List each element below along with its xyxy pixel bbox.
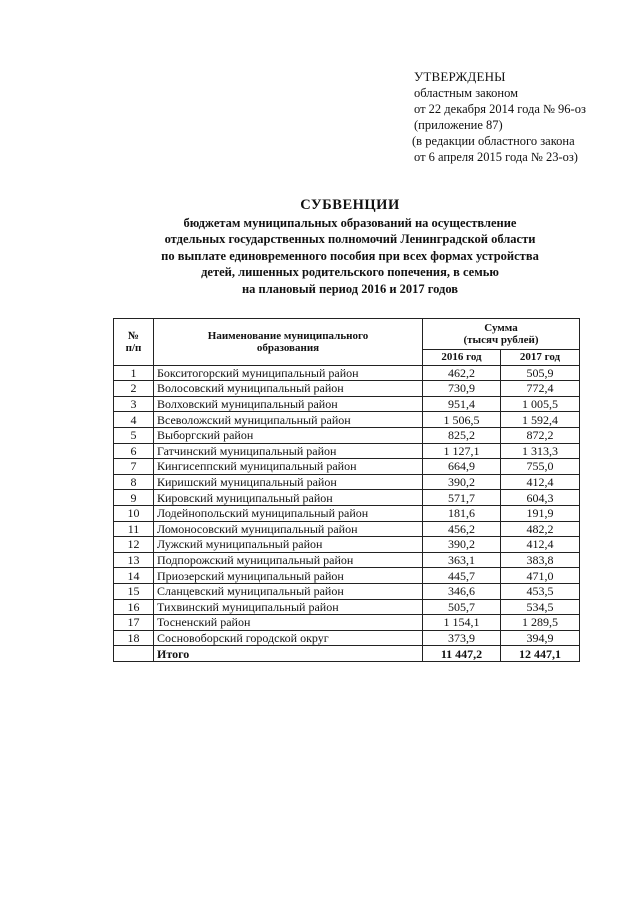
row-number: 11 xyxy=(114,521,154,537)
approval-line: (приложение 87) xyxy=(414,118,503,132)
table-row xyxy=(114,474,580,490)
header-name-label: Наименование муниципального образования xyxy=(207,329,369,354)
row-name: Сосновоборский городской округ xyxy=(154,630,423,646)
row-value-2016: 505,7 xyxy=(423,599,501,615)
table-row xyxy=(114,630,580,646)
subventions-table xyxy=(113,318,580,662)
row-name: Приозерский муниципальный район xyxy=(154,568,423,584)
row-number: 13 xyxy=(114,552,154,568)
table-body xyxy=(114,365,580,661)
row-number: 8 xyxy=(114,474,154,490)
row-value-2016: 181,6 xyxy=(423,505,501,521)
row-number: 14 xyxy=(114,568,154,584)
table-row xyxy=(114,412,580,428)
table-row xyxy=(114,490,580,506)
row-name: Волховский муниципальный район xyxy=(154,396,423,412)
row-number: 1 xyxy=(114,365,154,381)
row-value-2017: 772,4 xyxy=(500,381,579,397)
row-number: 9 xyxy=(114,490,154,506)
row-number: 3 xyxy=(114,396,154,412)
row-value-2016: 390,2 xyxy=(423,474,501,490)
total-2016: 11 447,2 xyxy=(423,646,501,662)
header-year-2016: 2016 год xyxy=(423,350,501,366)
header-sum-label: Сумма (тысяч рублей) xyxy=(463,322,539,346)
row-value-2016: 1 506,5 xyxy=(423,412,501,428)
table-row xyxy=(114,381,580,397)
row-value-2016: 445,7 xyxy=(423,568,501,584)
title-main: СУБВЕНЦИИ xyxy=(300,197,400,213)
table-row xyxy=(114,568,580,584)
table-row xyxy=(114,443,580,459)
row-name: Тихвинский муниципальный район xyxy=(154,599,423,615)
table-row xyxy=(114,459,580,475)
row-value-2017: 191,9 xyxy=(500,505,579,521)
approval-block xyxy=(414,69,634,165)
approval-line: (в редакции областного закона xyxy=(412,134,575,148)
row-value-2017: 755,0 xyxy=(500,459,579,475)
row-value-2016: 462,2 xyxy=(423,365,501,381)
row-name: Выборгский район xyxy=(154,427,423,443)
row-name: Бокситогорский муниципальный район xyxy=(154,365,423,381)
title-line: отдельных государственных полномочий Ленинградской области xyxy=(164,232,536,246)
row-value-2016: 363,1 xyxy=(423,552,501,568)
row-value-2017: 471,0 xyxy=(500,568,579,584)
total-label: Итого xyxy=(154,646,423,662)
row-name: Гатчинский муниципальный район xyxy=(154,443,423,459)
row-value-2017: 534,5 xyxy=(500,599,579,615)
row-name: Киришский муниципальный район xyxy=(154,474,423,490)
table-row xyxy=(114,365,580,381)
row-number: 7 xyxy=(114,459,154,475)
row-value-2017: 453,5 xyxy=(500,583,579,599)
table-row xyxy=(114,552,580,568)
table-row xyxy=(114,583,580,599)
approval-heading: УТВЕРЖДЕНЫ xyxy=(414,69,506,84)
title-line: детей, лишенных родительского попечения, в семью xyxy=(201,265,499,279)
total-empty-cell xyxy=(114,646,154,662)
row-value-2016: 390,2 xyxy=(423,537,501,553)
table-row xyxy=(114,537,580,553)
row-number: 17 xyxy=(114,615,154,631)
row-value-2017: 604,3 xyxy=(500,490,579,506)
header-sum xyxy=(423,319,580,350)
row-value-2016: 373,9 xyxy=(423,630,501,646)
row-name: Кингисеппский муниципальный район xyxy=(154,459,423,475)
row-value-2017: 1 313,3 xyxy=(500,443,579,459)
document-title xyxy=(100,197,600,297)
row-value-2017: 482,2 xyxy=(500,521,579,537)
header-num xyxy=(114,319,154,366)
header-num-label: № п/п xyxy=(125,329,142,354)
table-row xyxy=(114,615,580,631)
row-value-2016: 951,4 xyxy=(423,396,501,412)
approval-line: от 6 апреля 2015 года № 23-оз) xyxy=(414,150,578,164)
row-value-2017: 412,4 xyxy=(500,537,579,553)
row-name: Ломоносовский муниципальный район xyxy=(154,521,423,537)
row-name: Подпорожский муниципальный район xyxy=(154,552,423,568)
row-number: 5 xyxy=(114,427,154,443)
title-line: на плановый период 2016 и 2017 годов xyxy=(241,281,459,296)
row-value-2017: 412,4 xyxy=(500,474,579,490)
row-value-2017: 505,9 xyxy=(500,365,579,381)
row-value-2016: 664,9 xyxy=(423,459,501,475)
row-value-2017: 1 289,5 xyxy=(500,615,579,631)
row-number: 4 xyxy=(114,412,154,428)
row-name: Сланцевский муниципальный район xyxy=(154,583,423,599)
title-line: бюджетам муниципальных образований на осуществление xyxy=(183,215,517,230)
row-value-2017: 1 005,5 xyxy=(500,396,579,412)
row-value-2016: 1 127,1 xyxy=(423,443,501,459)
row-value-2017: 872,2 xyxy=(500,427,579,443)
row-number: 16 xyxy=(114,599,154,615)
row-value-2016: 456,2 xyxy=(423,521,501,537)
row-value-2016: 825,2 xyxy=(423,427,501,443)
table-row xyxy=(114,505,580,521)
approval-line: от 22 декабря 2014 года № 96-оз xyxy=(414,102,586,116)
header-year-2017: 2017 год xyxy=(500,350,579,366)
row-name: Волосовский муниципальный район xyxy=(154,381,423,397)
row-number: 6 xyxy=(114,443,154,459)
row-number: 15 xyxy=(114,583,154,599)
title-line: по выплате единовременного пособия при всех формах устройства xyxy=(161,248,539,263)
approval-line: областным законом xyxy=(414,86,519,100)
row-number: 2 xyxy=(114,381,154,397)
row-value-2016: 1 154,1 xyxy=(423,615,501,631)
table-row xyxy=(114,396,580,412)
header-name xyxy=(154,319,423,366)
row-value-2017: 1 592,4 xyxy=(500,412,579,428)
row-value-2017: 383,8 xyxy=(500,552,579,568)
row-number: 18 xyxy=(114,630,154,646)
row-value-2016: 571,7 xyxy=(423,490,501,506)
total-2017: 12 447,1 xyxy=(500,646,579,662)
row-name: Лужский муниципальный район xyxy=(154,537,423,553)
row-name: Кировский муниципальный район xyxy=(154,490,423,506)
row-name: Всеволожский муниципальный район xyxy=(154,412,423,428)
table-row xyxy=(114,427,580,443)
row-number: 12 xyxy=(114,537,154,553)
row-number: 10 xyxy=(114,505,154,521)
row-value-2016: 346,6 xyxy=(423,583,501,599)
row-name: Лодейнопольский муниципальный район xyxy=(154,505,423,521)
table-row xyxy=(114,599,580,615)
row-value-2017: 394,9 xyxy=(500,630,579,646)
row-name: Тосненский район xyxy=(154,615,423,631)
table-row xyxy=(114,521,580,537)
total-row xyxy=(114,646,580,662)
row-value-2016: 730,9 xyxy=(423,381,501,397)
